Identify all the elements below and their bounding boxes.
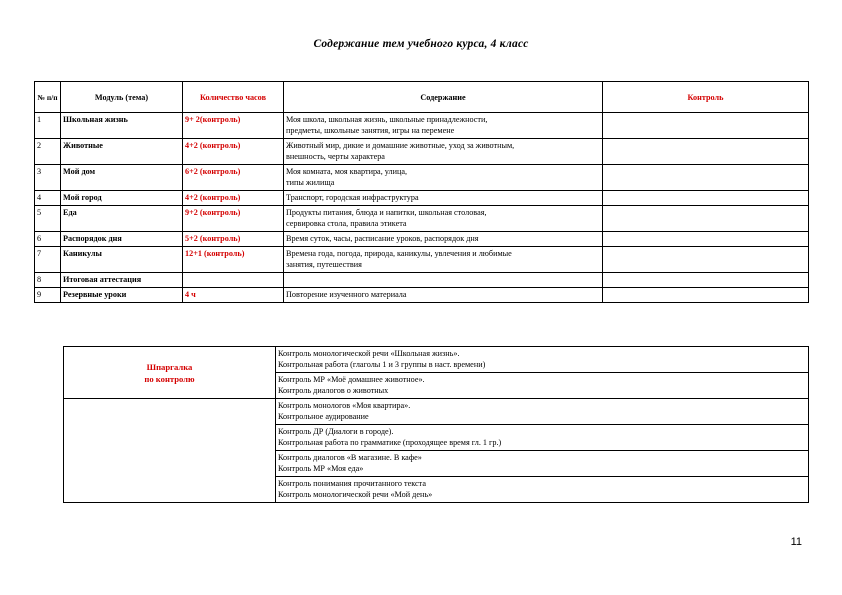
cheatsheet-item-line: Контроль диалогов о животных (278, 386, 389, 395)
row-content (284, 191, 603, 206)
cheatsheet-item-line: Контроль ДР (Диалоги в городе). (278, 427, 394, 436)
row-control (603, 247, 809, 273)
row-hours: 4 ч (183, 288, 284, 303)
row-module: Школьная жизнь (61, 113, 183, 139)
row-content (284, 165, 603, 191)
row-module: Мой город (61, 191, 183, 206)
row-hours: 5+2 (контроль) (183, 232, 284, 247)
cheatsheet-item-line: Контроль понимания прочитанного текста (278, 479, 426, 488)
row-content (284, 113, 603, 139)
row-module: Животные (61, 139, 183, 165)
content-line: Повторение изученного материала (286, 290, 407, 299)
table-row (35, 139, 809, 165)
row-hours: 6+2 (контроль) (183, 165, 284, 191)
cheatsheet-label-line: Шпаргалка (146, 361, 193, 372)
cheatsheet-item-line: Контроль диалогов «В магазине. В кафе» (278, 453, 422, 462)
content-line: Животный мир, дикие и домашние животные, уход за животным, (286, 141, 515, 150)
table-row (35, 165, 809, 191)
row-control (603, 273, 809, 288)
content-line: Моя комната, моя квартира, улица, (286, 167, 408, 176)
row-hours: 4+2 (контроль) (183, 191, 284, 206)
row-module: Мой дом (61, 165, 183, 191)
cheatsheet-item-line: Контрольная работа (глаголы 1 и 3 группы в наст. времени) (278, 360, 486, 369)
row-num: 7 (35, 247, 61, 273)
cheatsheet-item-line: Контрольная работа по грамматике (проходящее время гл. 1 гр.) (278, 438, 502, 447)
content-line: Продукты питания, блюда и напитки, школьная столовая, (286, 208, 487, 217)
content-line: Транспорт, городская инфраструктура (286, 193, 419, 202)
row-control (603, 165, 809, 191)
course-table (34, 81, 809, 303)
cheatsheet-item (276, 399, 809, 425)
row-num: 5 (35, 206, 61, 232)
row-control (603, 288, 809, 303)
cheatsheet-item-line: Контроль МР «Моё домашнее животное». (278, 375, 425, 384)
cheatsheet-row (64, 347, 809, 373)
cheatsheet-item-line: Контроль монологов «Моя квартира». (278, 401, 411, 410)
content-line: Времена года, погода, природа, каникулы, увлечения и любимые (286, 249, 512, 258)
row-num: 3 (35, 165, 61, 191)
cheatsheet-row (64, 399, 809, 425)
row-content (284, 247, 603, 273)
page-number: 11 (790, 536, 802, 548)
row-content (284, 139, 603, 165)
row-control (603, 191, 809, 206)
content-line: внешность, черты характера (286, 152, 385, 161)
row-hours: 12+1 (контроль) (183, 247, 284, 273)
cheatsheet-item (276, 451, 809, 477)
table-row (35, 206, 809, 232)
row-hours: 9+ 2(контроль) (183, 113, 284, 139)
row-control (603, 206, 809, 232)
table-row (35, 247, 809, 273)
row-num: 4 (35, 191, 61, 206)
row-control (603, 139, 809, 165)
row-hours: 9+2 (контроль) (183, 206, 284, 232)
row-num: 6 (35, 232, 61, 247)
content-line: занятия, путешествия (286, 260, 362, 269)
row-module: Резервные уроки (61, 288, 183, 303)
row-num: 1 (35, 113, 61, 139)
row-module: Еда (61, 206, 183, 232)
content-line: предметы, школьные занятия, игры на перемене (286, 126, 455, 135)
row-module: Распорядок дня (61, 232, 183, 247)
table-row (35, 273, 809, 288)
cheatsheet-item (276, 425, 809, 451)
row-control (603, 232, 809, 247)
row-content (284, 232, 603, 247)
row-num: 9 (35, 288, 61, 303)
row-hours: 4+2 (контроль) (183, 139, 284, 165)
header-num: № п/п (35, 82, 61, 113)
content-line: сервировка стола, правила этикета (286, 219, 407, 228)
row-content (284, 206, 603, 232)
table-row (35, 288, 809, 303)
cheatsheet-item (276, 373, 809, 399)
cheatsheet-item-line: Контроль монологической речи «Мой день» (278, 490, 433, 499)
cheatsheet-item-line: Контроль монологической речи «Школьная жизнь». (278, 349, 460, 358)
header-hours: Количество часов (183, 82, 284, 113)
row-module: Каникулы (61, 247, 183, 273)
row-content (284, 273, 603, 288)
cheatsheet-item (276, 347, 809, 373)
control-cheatsheet-table (63, 346, 809, 503)
row-hours (183, 273, 284, 288)
cheatsheet-item-line: Контрольное аудирование (278, 412, 369, 421)
cheatsheet-item-line: Контроль МР «Моя еда» (278, 464, 364, 473)
table-row (35, 113, 809, 139)
row-content (284, 288, 603, 303)
page-title: Содержание тем учебного курса, 4 класс (313, 38, 529, 50)
table-row (35, 232, 809, 247)
cheatsheet-item (276, 477, 809, 503)
row-num: 8 (35, 273, 61, 288)
table-row (35, 191, 809, 206)
cheatsheet-label (64, 347, 276, 399)
table-header-row (35, 82, 809, 113)
cheatsheet-label-empty (64, 399, 276, 503)
header-module: Модуль (тема) (61, 82, 183, 113)
header-content: Содержание (284, 82, 603, 113)
content-line: типы жилища (286, 178, 335, 187)
content-line: Время суток, часы, расписание уроков, распорядок дня (286, 234, 479, 243)
row-num: 2 (35, 139, 61, 165)
row-control (603, 113, 809, 139)
row-module: Итоговая аттестация (61, 273, 183, 288)
content-line: Моя школа, школьная жизнь, школьные принадлежности, (286, 115, 488, 124)
cheatsheet-label-line: по контролю (144, 373, 195, 384)
header-control: Контроль (603, 82, 809, 113)
